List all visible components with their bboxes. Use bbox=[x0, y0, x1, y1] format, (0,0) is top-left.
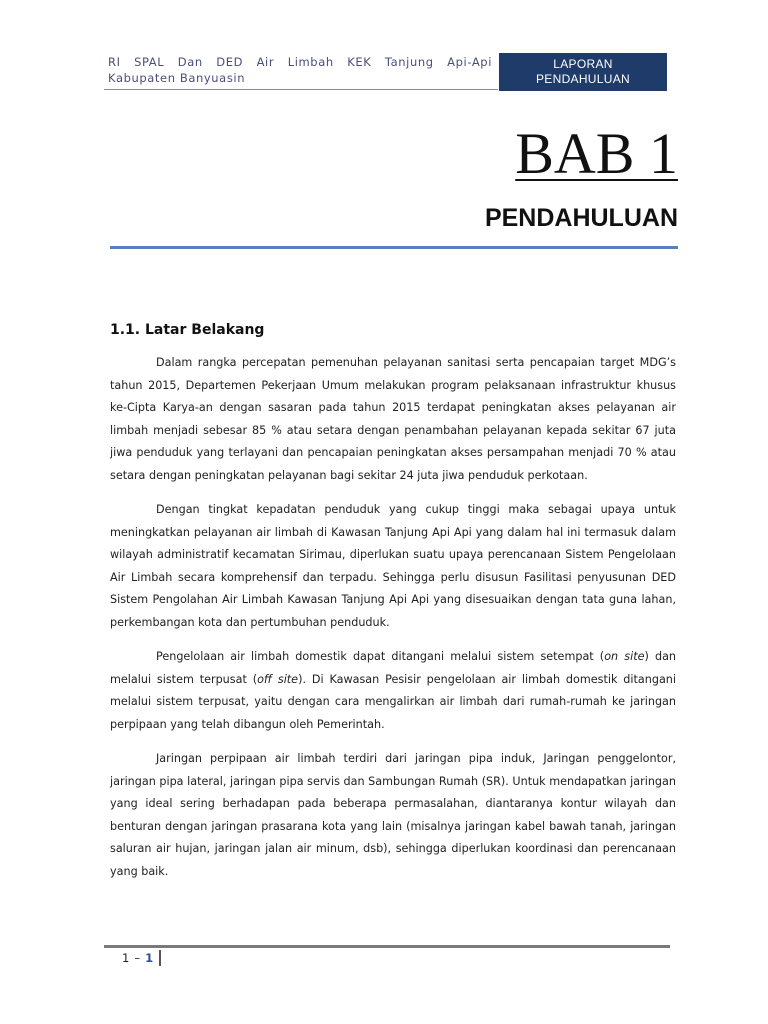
paragraph-2: Dengan tingkat kepadatan penduduk yang cukup tinggi maka sebagai upaya untuk meningkatkan pelayanan air limbah di Kawasan Tanjung Api Api yang dalam hal ini termasuk dalam wilayah administratif kecamatan Sirimau, diperlukan suatu upaya perencanaan Sistem Pengelolaan Air Limbah secara komprehensif dan terpadu. Sehingga perlu disusun Fasilitasi penyusunan DED Sistem Pengolahan Air Limbah Kawasan Tanjung Api Api yang disesuaikan dengan tata guna lahan, perkembangan kota dan pertumbuhan penduduk. bbox=[110, 503, 676, 629]
footer-chapter-number: 1 bbox=[122, 951, 130, 965]
header-title-line1: RI SPAL Dan DED Air Limbah KEK Tanjung Api-Api bbox=[108, 55, 492, 69]
paragraph-3-part-c: ). Di Kawasan Pesisir pengelolaan air limbah domestik ditangani melalui sistem terpusat, yaitu dengan cara mengalirkan air limbah dari rumah-rumah ke jaringan perpipaan yang telah dibangun oleh Pemerintah. bbox=[110, 672, 676, 731]
badge-line1: LAPORAN bbox=[553, 57, 613, 71]
footer-bar bbox=[159, 950, 161, 966]
badge-line2: PENDAHULUAN bbox=[536, 72, 630, 86]
paragraph-3-part-a: Pengelolaan air limbah domestik dapat ditangani melalui sistem setempat ( bbox=[156, 650, 605, 663]
chapter-divider bbox=[110, 246, 678, 249]
section-body bbox=[110, 352, 676, 895]
off-site-term: off site bbox=[257, 672, 299, 686]
footer-separator: – bbox=[134, 951, 141, 965]
header-title-line2: Kabupaten Banyuasin bbox=[108, 71, 246, 85]
document-header-title bbox=[108, 54, 492, 86]
report-type-badge bbox=[499, 53, 667, 91]
chapter-title: PENDAHULUAN bbox=[484, 204, 678, 232]
paragraph-3-part-b: ) dan melalui sistem terpusat ( bbox=[110, 650, 677, 686]
footer-divider bbox=[104, 945, 670, 948]
header-divider bbox=[104, 89, 498, 90]
page-number bbox=[122, 950, 161, 966]
chapter-number: BAB 1 bbox=[515, 121, 678, 186]
paragraph-1: Dalam rangka percepatan pemenuhan pelayanan sanitasi serta pencapaian target MDG’s tahun 2015, Departemen Pekerjaan Umum melakukan program pelaksanaan infrastruktur khusus ke-Cipta Karya-an dengan sasaran pada tahun 2015 terdapat peningkatan akses pelayanan air limbah menjadi sebesar 85 % atau setara dengan penambahan pelayanan kepada sekitar 67 juta jiwa penduduk yang terlayani dan pencapaian peningkatan akses persampahan menjadi 70 % atau setara dengan peningkatan pelayanan bagi sekitar 24 juta jiwa penduduk perkotaan. bbox=[110, 356, 676, 482]
on-site-term: on site bbox=[604, 650, 645, 663]
footer-page-number: 1 bbox=[145, 951, 154, 965]
section-heading: 1.1. Latar Belakang bbox=[110, 322, 265, 338]
paragraph-4: Jaringan perpipaan air limbah terdiri dari jaringan pipa induk, Jaringan penggelontor, jaringan pipa lateral, jaringan pipa servis dan Sambungan Rumah (SR). Untuk mendapatkan jaringan yang ideal sering berhadapan pada beberapa permasalahan, diantaranya kontur wilayah dan benturan dengan jaringan prasarana kota yang lain (misalnya jaringan kabel bawah tanah, jaringan saluran air hujan, jaringan jalan air minum, dsb), sehingga diperlukan koordinasi dan perencanaan yang baik. bbox=[110, 752, 676, 878]
paragraph-3 bbox=[110, 646, 676, 736]
